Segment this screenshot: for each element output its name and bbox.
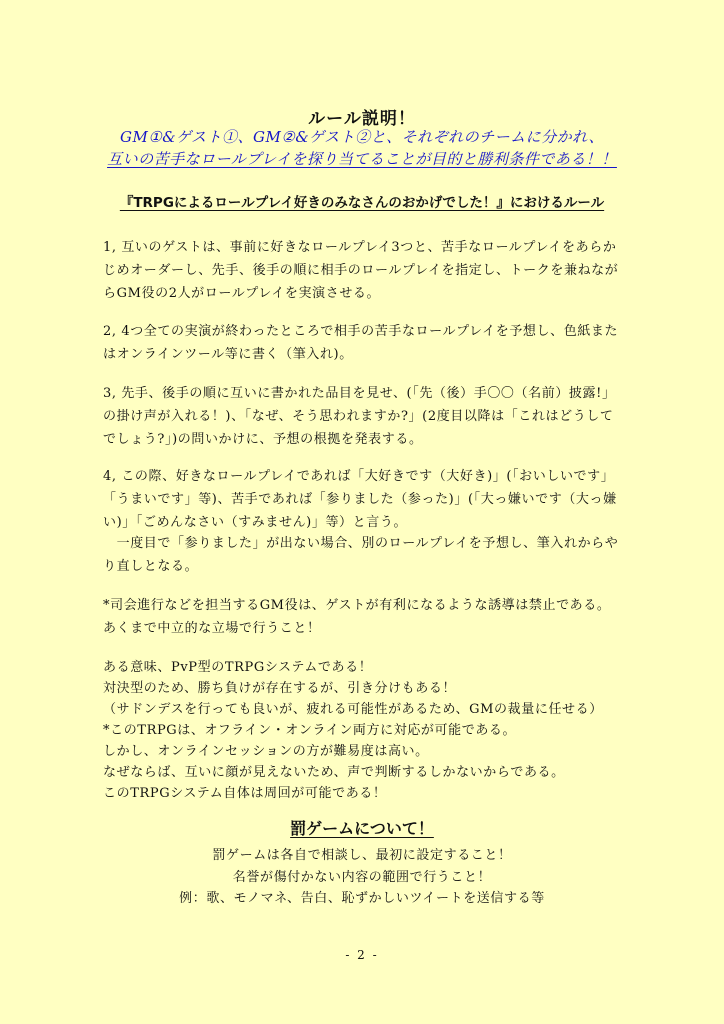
page-title: ルール説明！ [308, 109, 416, 129]
punishment-title: 罰ゲームについて！ [290, 819, 434, 838]
subtitle-line-2: 互いの苦手なロールプレイを探り当てることが目的と勝利条件である！！ [107, 150, 617, 168]
system-line-5: しかし、オンラインセッションの方が難易度は高い。 [103, 744, 429, 759]
rule2-line-2: はオンラインツール等に書く（筆入れ)。 [103, 347, 353, 362]
rule1-line-3: らGM役の2人がロールプレイを実演させる。 [103, 286, 381, 301]
rule4-line-4: 一度目で「参りました」が出ない場合、別のロールプレイを予想し、筆入れからや [103, 536, 619, 551]
punishment-line-3: 例：歌、モノマネ、告白、恥ずかしいツイートを送信する等 [179, 891, 545, 906]
punishment-line-1: 罰ゲームは各自で相談し、最初に設定すること！ [212, 848, 512, 863]
subtitle-line-1: GM①&ゲスト①、GM②&ゲスト②と、それぞれのチームに分かれ、 [120, 128, 604, 146]
rule3-line-1: 3, 先手、後手の順に互いに書かれた品目を見せ、(「先（後）手〇〇（名前）披露!」 [103, 386, 616, 401]
rule3-line-2: の掛け声が入れる！)、「なぜ、そう思われますか?」(2度目以降は「これはどうして [103, 409, 614, 424]
punishment-line-2: 名誉が傷付かない内容の範囲で行うこと！ [232, 870, 492, 885]
system-line-4: *このTRPGは、オフライン・オンライン両方に対応が可能である。 [103, 723, 517, 738]
system-line-6: なぜならば、互いに顔が見えないため、声で判断するしかないからである。 [103, 765, 565, 780]
page-number: - 2 - [345, 948, 379, 962]
system-line-2: 対決型のため、勝ち負けが存在するが、引き分けもある！ [103, 681, 457, 696]
rule4-line-5: り直しとなる。 [103, 559, 199, 574]
rule3-line-3: でしょう?」)の問いかけに、予想の根拠を発表する。 [103, 432, 423, 447]
rule1-line-2: じめオーダーし、先手、後手の順に相手のロールプレイを指定し、トークを兼ねなが [103, 263, 619, 278]
system-line-7: このTRPGシステム自体は周回が可能である！ [103, 786, 387, 801]
rule4-line-3: い)」「ごめんなさい（すみません)」等）と言う。 [103, 515, 408, 530]
rule4-line-2: 「うまいです」等)、苦手であれば「参りました（参った)」(「大っ嫌いです（大っ嫌 [103, 492, 617, 507]
system-line-1: ある意味、PvP型のTRPGシステムである！ [103, 660, 373, 675]
rules-heading: 『TRPGによるロールプレイ好きのみなさんのおかげでした！』におけるルール [119, 195, 605, 211]
rule4-line-1: 4, この際、好きなロールプレイであれば「大好きです（大好き)」(「おいしいです」 [103, 469, 615, 484]
rule1-line-1: 1, 互いのゲストは、事前に好きなロールプレイ3つと、苦手なロールプレイをあらか [103, 240, 617, 255]
note-line-1: *司会進行などを担当するGM役は、ゲストが有利になるような誘導は禁止である。 [103, 598, 611, 613]
note-line-2: あくまで中立的な立場で行うこと！ [103, 621, 321, 636]
rule2-line-1: 2, 4つ全ての実演が終わったところで相手の苦手なロールプレイを予想し、色紙また [103, 324, 619, 339]
system-line-3: （サドンデスを行っても良いが、疲れる可能性があるため、GMの裁量に任せる） [103, 702, 603, 717]
